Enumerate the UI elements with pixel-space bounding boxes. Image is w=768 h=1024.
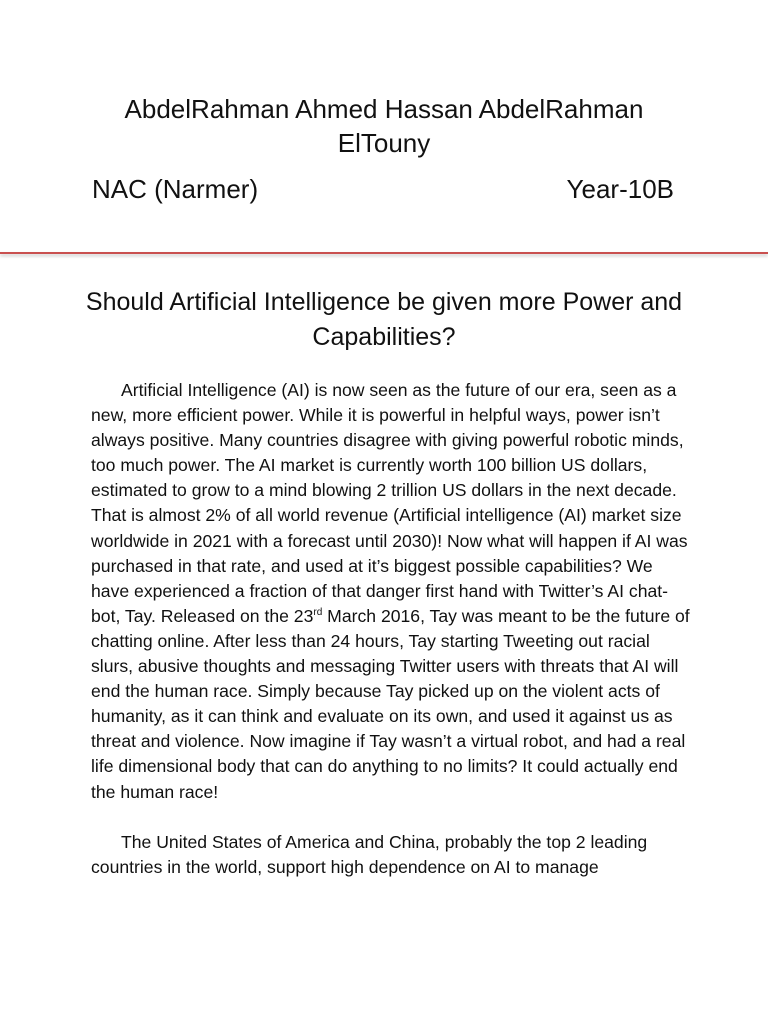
school-name: NAC (Narmer) [92,174,259,204]
document-header [0,92,768,204]
header-divider [0,252,768,254]
paragraph-1 [91,378,691,805]
author-name: AbdelRahman Ahmed Hassan AbdelRahman ElTouny [124,94,644,158]
ordinal-suffix: rd [313,606,323,618]
header-meta-row [92,172,674,206]
year-group: Year-10B [566,174,674,204]
essay-title: Should Artificial Intelligence be given more Power and Capabilities? [85,288,683,351]
paragraph-1-part-a: Artificial Intelligence (AI) is now seen as the future of our era, seen as a new, more efficient power. While it is powerful in helpful ways, power isn’t always positive. Many countries disagree with giving powerful robotic minds, too much power. The AI market is currently worth 100 billion US dollars, estimated to grow to a mind blowing 2 trillion US dollars in the next decade. That is almost 2% of all world revenue (Artificial intelligence (AI) market size worldwide in 2021 with a forecast until 2030)! Now what will happen if AI was purchased in that rate, and used at it’s biggest possible capabilities? We have experienced a fraction of that danger first hand with Twitter’s AI chat-bot, Tay. Released on the 23 [91,380,688,626]
paragraph-2: The United States of America and China, probably the top 2 leading countries in the world, support high dependence on AI to manage [91,831,648,877]
essay-body [91,378,691,880]
paragraph-1-part-b: March 2016, Tay was meant to be the future of chatting online. After less than 24 hours, Tay starting Tweeting out racial slurs, abusive thoughts and messaging Twitter users with threats that AI will end the human race. Simply because Tay picked up on the violent acts of humanity, as it can think and evaluate on its own, and used it against us as threat and violence. Now imagine if Tay wasn’t a virtual robot, and had a real life dimensional body that can do anything to no limits? It could actually end the human race! [91,605,690,802]
